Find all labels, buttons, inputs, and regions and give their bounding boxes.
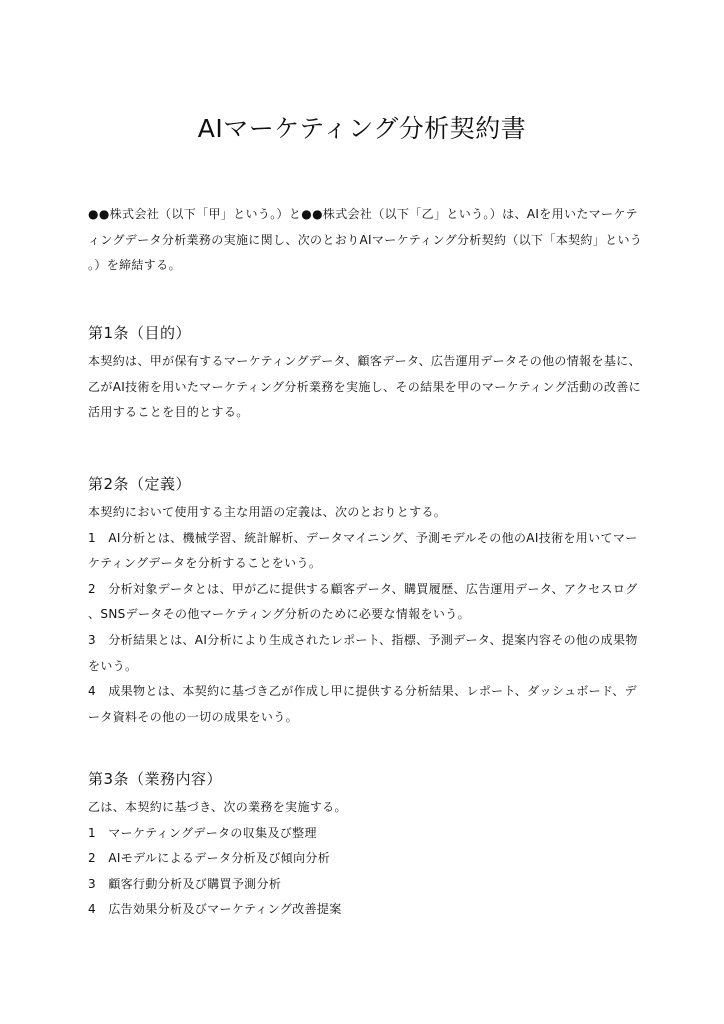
service-item-3: 3 顧客行動分析及び購買予測分析 [88,876,282,891]
definition-item-3-cont: をいう。 [88,658,138,673]
service-item-2: 2 AIモデルによるデータ分析及び傾向分析 [88,851,331,866]
preamble-line: ィングデータ分析業務の実施に関し、次のとおりAIマーケティング分析契約（以下「本契約」という [88,232,643,247]
article-line: 本契約は、甲が保有するマーケティングデータ、顧客データ、広告運用データその他の情報を基に、 [88,354,641,368]
definition-item-4-cont: ータ資料その他の一切の成果をいう。 [88,709,298,724]
definition-item-2: 2 分析対象データとは、甲が乙に提供する顧客データ、購買履歴、広告運用データ、アクセスログ [88,581,638,596]
definition-item-4: 4 成果物とは、本契約に基づき乙が作成し甲に提供する分析結果、レポート、ダッシュボード、デ [88,684,637,699]
document-title: AIマーケティング分析契約書 [197,114,527,143]
article-line: 本契約において使用する主な用語の定義は、次のとおりとする。 [88,505,447,519]
preamble-line: 。）を締結する。 [88,258,181,273]
article-heading: 第2条（定義） [88,475,192,493]
article-line: 活用することを目的とする。 [88,405,249,420]
definition-item-2-cont: 、SNSデータその他マーケティング分析のために必要な情報をいう。 [88,607,470,622]
service-item-4: 4 広告効果分析及びマーケティング改善提案 [88,902,342,917]
article-heading: 第1条（目的） [88,324,192,342]
definition-item-1: 1 AI分析とは、機械学習、統計解析、データマイニング、予測モデルその他のAI技術を用いてマー [88,530,638,545]
article-line: 乙は、本契約に基づき、次の業務を実施する。 [88,800,347,814]
article-2 [88,472,640,730]
article-1 [88,321,640,426]
article-line: 乙がAI技術を用いたマーケティング分析業務を実施し、その結果を甲のマーケティング活動の改善に [88,379,641,394]
article-3 [88,767,640,923]
article-heading: 第3条（業務内容） [88,770,223,788]
definition-item-3: 3 分析結果とは、AI分析により生成されたレポート、指標、予測データ、提案内容その他の成果物 [88,632,638,647]
definition-item-1-cont: ケティングデータを分析することをいう。 [88,556,322,571]
preamble-line: ●●株式会社（以下「甲」という。）と●●株式会社（以下「乙」という。）は、AIを用いたマーケテ [88,207,638,221]
preamble [88,202,643,279]
service-item-1: 1 マーケティングデータの収集及び整理 [88,825,317,840]
